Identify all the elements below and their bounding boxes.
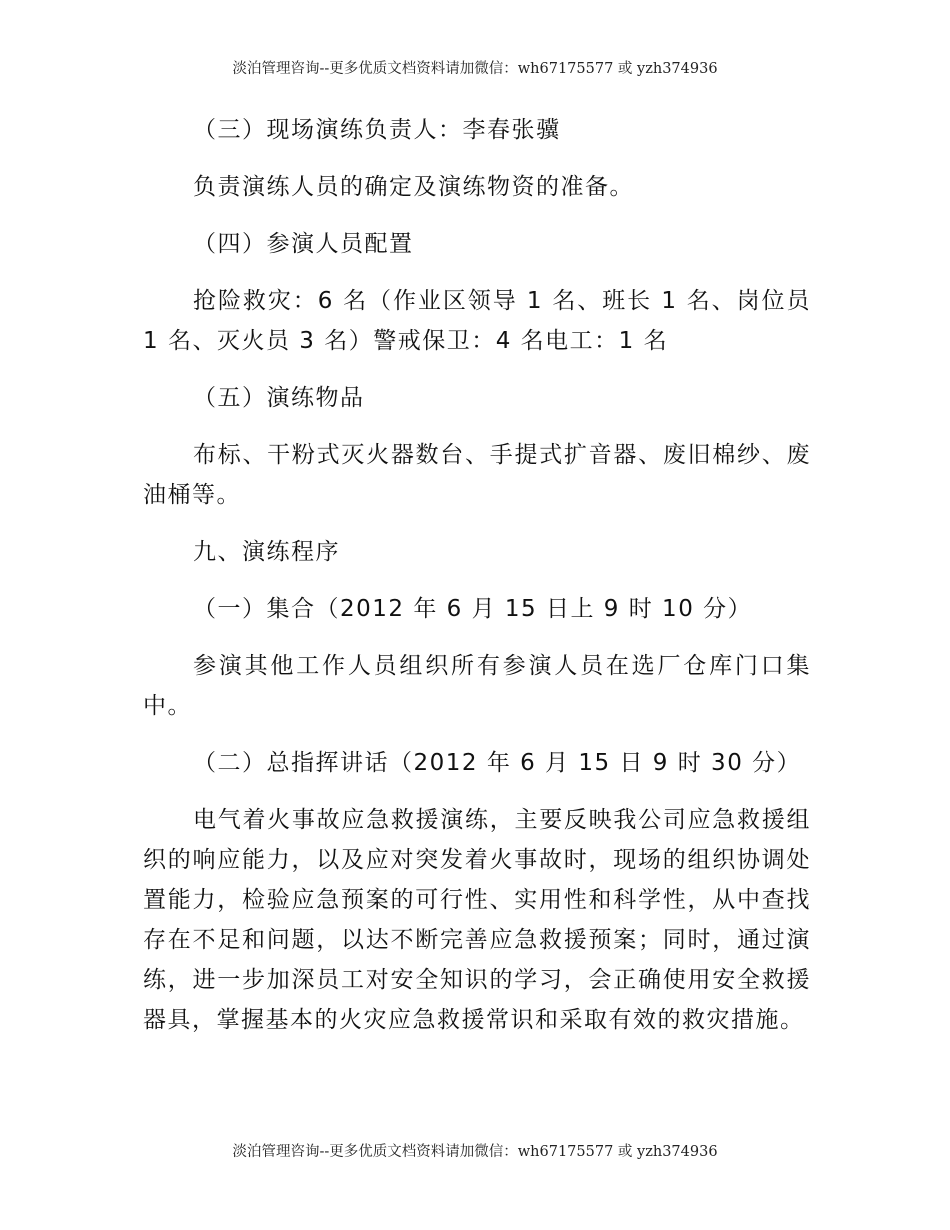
- heading-commander-speech: （二）总指挥讲话（2012 年 6 月 15 日 9 时 30 分）: [193, 750, 802, 776]
- paragraph-participants: 抢险救灾：6 名（作业区领导 1 名、班长 1 名、岗位员 1 名、灭火员 3 名）警戒保卫：4 名电工：1 名: [143, 288, 811, 354]
- paragraph-drill-items: 布标、干粉式灭火器数台、手提式扩音器、废旧棉纱、废油桶等。: [143, 442, 811, 508]
- paragraph-assembly: 参演其他工作人员组织所有参演人员在选厂仓库门口集中。: [143, 653, 811, 719]
- heading-assembly: （一）集合（2012 年 6 月 15 日上 9 时 10 分）: [193, 596, 753, 622]
- paragraph-leader-duty: 负责演练人员的确定及演练物资的准备。: [193, 174, 634, 200]
- heading-participants: （四）参演人员配置: [193, 231, 414, 257]
- heading-field-leader: （三）现场演练负责人：李春张骥: [193, 117, 561, 143]
- paragraph-commander-speech: 电气着火事故应急救援演练，主要反映我公司应急救援组织的响应能力，以及应对突发着火事故时，现场的组织协调处置能力，检验应急预案的可行性、实用性和科学性，从中查找存在不足和问题，以达不断完善应急救援预案；同时，通过演练，进一步加深员工对安全知识的学习，会正确使用安全救援器具，掌握基本的火灾应急救援常识和采取有效的救灾措施。: [143, 807, 811, 1033]
- heading-drill-items: （五）演练物品: [193, 385, 365, 411]
- page-header: 淡泊管理咨询--更多优质文档资料请加微信：wh67175577 或 yzh374936: [232, 61, 718, 77]
- page-footer: 淡泊管理咨询--更多优质文档资料请加微信：wh67175577 或 yzh374936: [232, 1144, 718, 1160]
- section-title-drill-procedure: 九、演练程序: [193, 539, 340, 565]
- document-body: [143, 110, 811, 1040]
